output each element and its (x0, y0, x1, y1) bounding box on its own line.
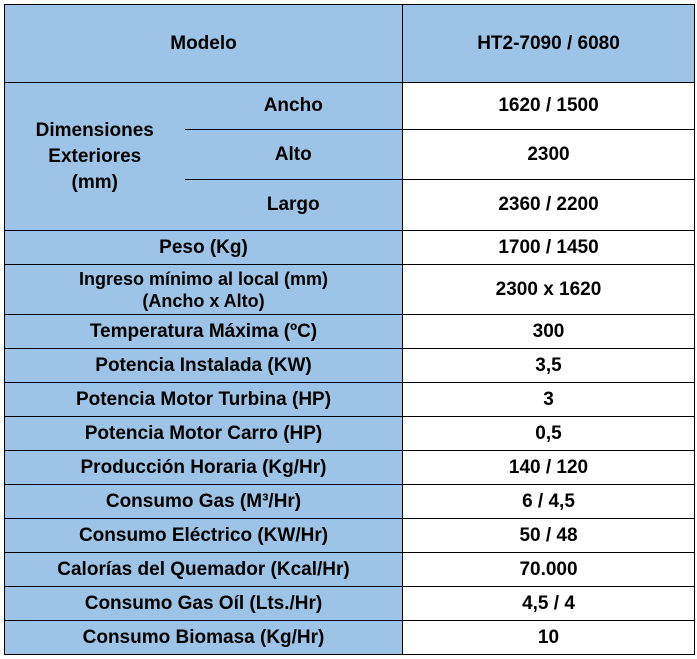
spec-value: 50 / 48 (403, 519, 695, 553)
spec-sheet (4, 4, 694, 654)
spec-label: Consumo Biomasa (Kg/Hr) (5, 621, 403, 655)
header-label: Modelo (5, 5, 403, 83)
spec-row (5, 265, 695, 315)
spec-value: 0,5 (403, 417, 695, 451)
spec-label: Consumo Eléctrico (KW/Hr) (5, 519, 403, 553)
dimensions-group-line1: Dimensiones (35, 119, 154, 141)
spec-row (5, 621, 695, 655)
spec-label: Potencia Motor Carro (HP) (5, 417, 403, 451)
spec-label: Producción Horaria (Kg/Hr) (5, 451, 403, 485)
spec-value: 3 (403, 383, 695, 417)
spec-row (5, 383, 695, 417)
spec-label-line1: Ingreso mínimo al local (mm) (78, 268, 329, 289)
dimension-label-largo: Largo (185, 180, 403, 231)
spec-value: 6 / 4,5 (403, 485, 695, 519)
spec-value: 10 (403, 621, 695, 655)
spec-value: 3,5 (403, 349, 695, 383)
dimension-label-ancho: Ancho (185, 83, 403, 130)
dimension-value-alto: 2300 (403, 130, 695, 180)
dimensions-row-ancho (5, 83, 695, 130)
header-row (5, 5, 695, 83)
spec-label (5, 265, 403, 315)
spec-value: 1700 / 1450 (403, 231, 695, 265)
dimension-value-largo: 2360 / 2200 (403, 180, 695, 231)
spec-row (5, 231, 695, 265)
spec-label: Potencia Motor Turbina (HP) (5, 383, 403, 417)
spec-row (5, 417, 695, 451)
spec-value: 140 / 120 (403, 451, 695, 485)
spec-table (4, 4, 695, 655)
spec-row (5, 519, 695, 553)
dimensions-group-line2: Exteriores (48, 145, 142, 167)
spec-label: Consumo Gas (M³/Hr) (5, 485, 403, 519)
spec-row (5, 587, 695, 621)
spec-row (5, 553, 695, 587)
header-value: HT2-7090 / 6080 (403, 5, 695, 83)
spec-row (5, 315, 695, 349)
spec-row (5, 349, 695, 383)
dimension-label-alto: Alto (185, 130, 403, 180)
spec-label: Consumo Gas Oíl (Lts./Hr) (5, 587, 403, 621)
spec-label: Peso (Kg) (5, 231, 403, 265)
dimensions-group-label (5, 83, 185, 231)
spec-label: Calorías del Quemador (Kcal/Hr) (5, 553, 403, 587)
dimensions-group-line3: (mm) (71, 171, 118, 193)
spec-value: 4,5 / 4 (403, 587, 695, 621)
spec-label-line2: (Ancho x Alto) (142, 290, 265, 311)
spec-value: 300 (403, 315, 695, 349)
spec-row (5, 451, 695, 485)
spec-label: Potencia Instalada (KW) (5, 349, 403, 383)
dimension-value-ancho: 1620 / 1500 (403, 83, 695, 130)
spec-value: 2300 x 1620 (403, 265, 695, 315)
spec-row (5, 485, 695, 519)
spec-value: 70.000 (403, 553, 695, 587)
spec-label: Temperatura Máxima (ºC) (5, 315, 403, 349)
